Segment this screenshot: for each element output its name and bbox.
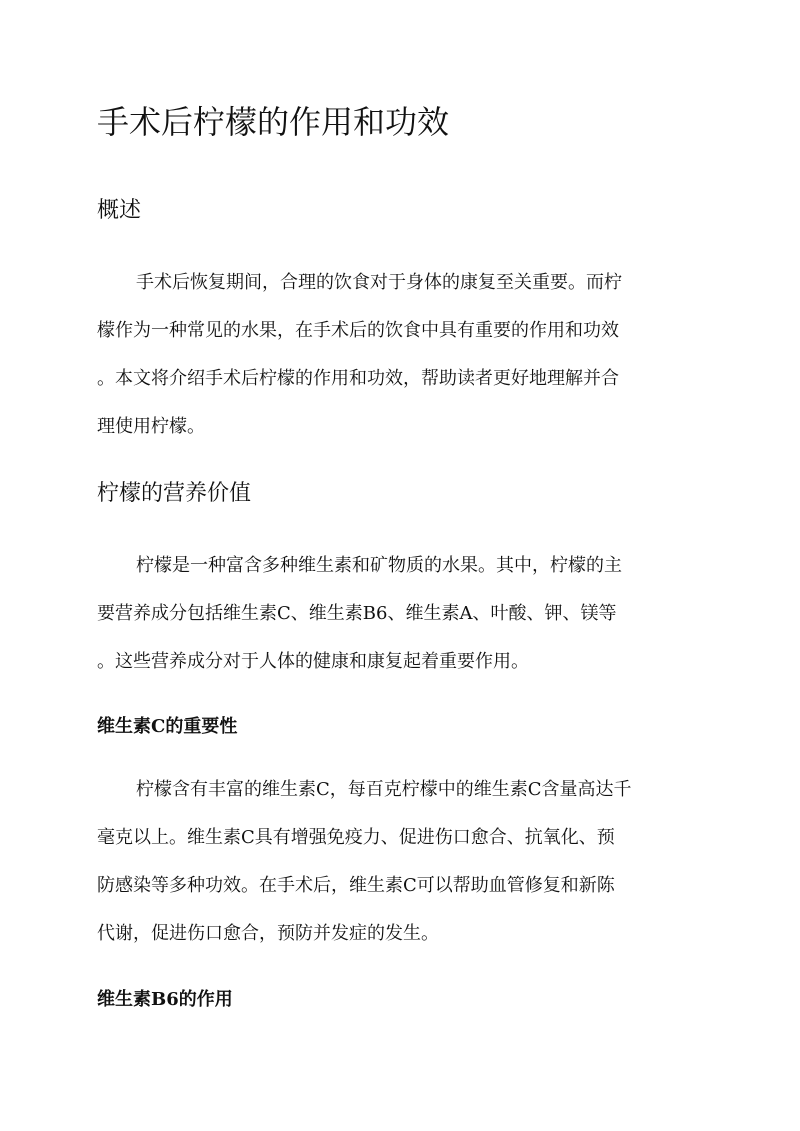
nutrition-paragraph: [97, 542, 703, 686]
vitamin-c-paragraph: [97, 766, 703, 958]
section-heading-overview: 概述: [97, 198, 142, 223]
paragraph-line: 理使用柠檬。: [97, 416, 205, 437]
overview-paragraph: [97, 259, 703, 451]
paragraph-line: 代谢，促进伤口愈合，预防并发症的发生。: [97, 923, 439, 944]
paragraph-line: 。这些营养成分对于人体的健康和康复起着重要作用。: [97, 651, 529, 672]
paragraph-line: 。本文将介绍手术后柠檬的作用和功效，帮助读者更好地理解并合: [97, 368, 619, 389]
section-heading-vitamin-c: 维生素C的重要性: [97, 716, 238, 737]
paragraph-line: 手术后恢复期间，合理的饮食对于身体的康复至关重要。而柠: [136, 272, 622, 293]
section-heading-vitamin-b6: 维生素B6的作用: [97, 989, 233, 1010]
paragraph-line: 檬作为一种常见的水果，在手术后的饮食中具有重要的作用和功效: [97, 320, 619, 341]
paragraph-line: 柠檬含有丰富的维生素C，每百克柠檬中的维生素C含量高达千: [136, 779, 632, 800]
paragraph-line: 要营养成分包括维生素C、维生素B6、维生素A、叶酸、钾、镁等: [97, 603, 617, 624]
paragraph-line: 柠檬是一种富含多种维生素和矿物质的水果。其中，柠檬的主: [136, 555, 622, 576]
section-heading-nutrition: 柠檬的营养价值: [97, 481, 252, 506]
paragraph-line: 毫克以上。维生素C具有增强免疫力、促进伤口愈合、抗氧化、预: [97, 827, 615, 848]
document-title: 手术后柠檬的作用和功效: [97, 103, 450, 141]
paragraph-line: 防感染等多种功效。在手术后，维生素C可以帮助血管修复和新陈: [97, 875, 615, 896]
